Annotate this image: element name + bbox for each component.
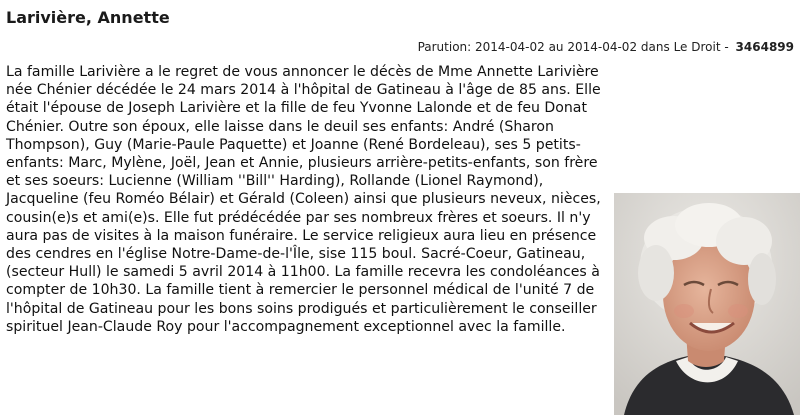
publication-info (418, 40, 794, 54)
publication-id: 3464899 (735, 40, 794, 54)
obituary-text: La famille Larivière a le regret de vous annoncer le décès de Mme Annette Larivière née Chénier décédée le 24 mars 2014 à l'hôpital de Gatineau à l'âge de 85 ans. Elle était l'épouse de Joseph Larivière et la fille de feu Yvonne Lalonde et de feu Donat Chénier. Outre son époux, elle laisse dans le deuil ses enfants: André (Sharon Thompson), Guy (Marie-Paule Paquette) et Joanne (René Bordeleau), ses 5 petits-enfants: Marc, Mylène, Joël, Jean et Annie, plusieurs arrière-petits-enfants, son frère et ses soeurs: Lucienne (William ''Bill'' Harding), Rollande (Lionel Raymond), Jacqueline (feu Roméo Bélair) et Gérald (Coleen) ainsi que plusieurs neveux, nièces, cousin(e)s et ami(e)s. Elle fut prédécédée par ses nombreux frères et soeurs. Il n'y aura pas de visites à la maison funéraire. Le service religieux aura lieu en présence des cendres en l'église Notre-Dame-de-l'Île, sise 115 boul. Sacré-Coeur, Gatineau, (secteur Hull) le samedi 5 avril 2014 à 11h00. La famille recevra les condoléances à compter de 10h30. La famille tient à remercier le personnel médical de l'unité 7 de l'hôpital de Gatineau pour les bons soins prodigués et particulièrement le conseiller spirituel Jean-Claude Roy pour l'accompagnement exceptionnel avec la famille. (6, 64, 601, 335)
publication-separator: - (724, 40, 729, 54)
portrait-photo (614, 193, 800, 415)
obituary-title: Larivière, Annette (6, 8, 170, 27)
publication-date-range: 2014-04-02 au 2014-04-02 (475, 40, 638, 54)
publication-newspaper: Le Droit (673, 40, 721, 54)
publication-prefix: Parution: (417, 40, 472, 54)
portrait-illustration (614, 193, 800, 415)
publication-in-label: dans (640, 40, 670, 54)
